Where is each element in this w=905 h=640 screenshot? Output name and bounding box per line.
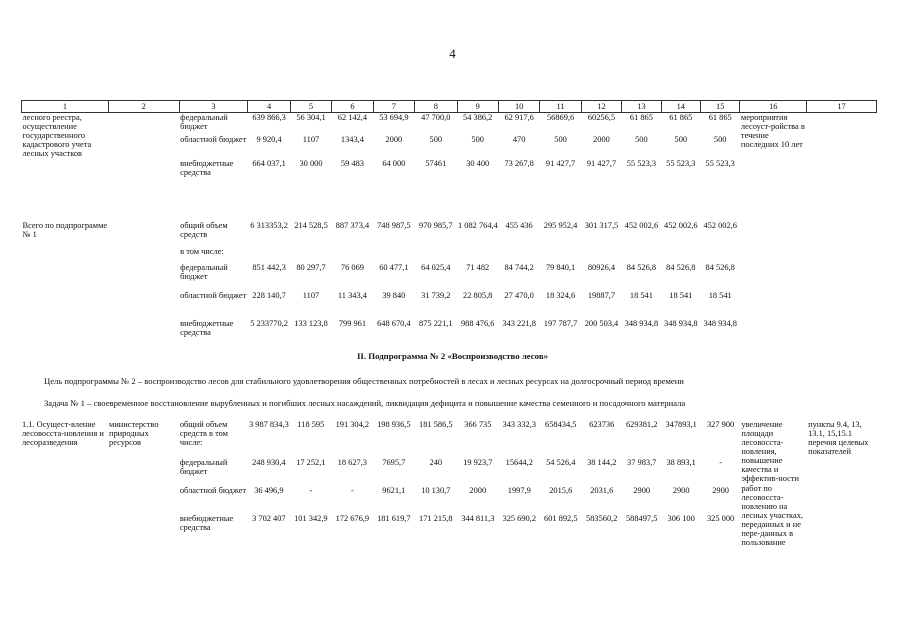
value-cell: 601 892,5 — [544, 514, 578, 523]
value-cell: 38 144,2 — [587, 458, 617, 467]
value-cell: 181 586,5 — [419, 420, 453, 429]
value-cell — [498, 247, 539, 263]
expected-result — [740, 221, 807, 343]
value-cell: 500 — [471, 134, 484, 144]
value-cell: 31 739,2 — [421, 290, 451, 300]
value-cell: 583560,2 — [586, 514, 618, 523]
value-cell: 54 526,4 — [546, 458, 576, 467]
value-cell: 2900 — [672, 486, 690, 495]
value-cell: 970 985,7 — [419, 220, 453, 230]
value-cell: 18 541 — [669, 290, 693, 300]
column-number-9: 9 — [457, 101, 498, 113]
value-cell: 452 002,6 — [624, 220, 659, 230]
value-cell: 60 477,1 — [379, 262, 409, 272]
value-cell: 61 865 — [669, 113, 693, 122]
column-number-7: 7 — [373, 101, 414, 113]
value-cell: 452 002,6 — [703, 220, 737, 230]
value-cell: 84 526,8 — [705, 262, 735, 272]
value-cell — [457, 247, 498, 263]
value-cell: 327 900 — [706, 420, 735, 429]
row-title: 1.1. Осущест-вление лесовосста-новления и лесоразведения — [22, 420, 104, 448]
value-cell: 62 917,6 — [504, 113, 534, 122]
value-cell — [661, 247, 700, 263]
column-number-4: 4 — [248, 101, 290, 113]
funding-source-label: общий объем средств в том числе: — [179, 420, 228, 448]
value-cell: 55 523,3 — [626, 158, 657, 168]
value-cell: 875 221,1 — [419, 318, 453, 328]
column-number-3: 3 — [179, 101, 248, 113]
value-cell: 306 100 — [667, 514, 695, 523]
value-cell: 988 476,6 — [460, 318, 495, 328]
funding-source-label: федеральный бюджет — [180, 262, 228, 281]
value-cell — [622, 247, 661, 263]
value-cell: 91 427,7 — [586, 158, 617, 168]
value-cell: 500 — [674, 134, 688, 144]
goal-text: Цель подпрограммы № 2 – воспроизводство лесов для стабильного удовлетворения общественных потребностей в лесах и лесных ресурсах на долгосрочный период времени — [44, 376, 684, 386]
value-cell: 9621,1 — [382, 486, 406, 495]
value-cell: 348 934,8 — [624, 318, 659, 328]
value-cell: 39 840 — [382, 290, 406, 300]
value-cell: 664 037,1 — [252, 158, 286, 168]
value-cell: 325 000 — [706, 514, 735, 523]
value-cell: 500 — [635, 134, 648, 144]
value-cell: - — [309, 486, 313, 495]
value-cell: 455 436 — [505, 220, 533, 230]
column-number-15: 15 — [701, 101, 740, 113]
value-cell: 198 936,5 — [377, 420, 411, 429]
value-cell: 56869,6 — [546, 113, 575, 122]
column-number-17: 17 — [807, 101, 877, 113]
value-cell: 79 840,1 — [545, 262, 576, 272]
value-cell: 36 496,9 — [254, 486, 284, 495]
value-cell — [290, 247, 331, 263]
value-cell — [701, 247, 740, 263]
value-cell — [540, 247, 581, 263]
value-cell: 30 000 — [299, 158, 323, 168]
value-cell: 84 526,8 — [666, 262, 696, 272]
value-cell: 71 482 — [466, 262, 490, 272]
value-cell: 22 805,8 — [463, 290, 493, 300]
value-cell: 343 332,3 — [502, 420, 537, 429]
funding-source-label: внебюджетные средства — [180, 318, 234, 337]
funding-source-label: федеральный бюджет — [179, 458, 228, 477]
value-cell: 2031,6 — [590, 486, 614, 495]
page-number: 4 — [449, 46, 456, 61]
value-cell: 59 483 — [340, 158, 364, 168]
value-cell: 1343,4 — [340, 134, 364, 144]
block-gap — [22, 187, 877, 221]
value-cell: 470 — [512, 134, 526, 144]
value-cell: 30 400 — [466, 158, 490, 168]
value-cell: 18 541 — [629, 290, 653, 300]
column-number-1: 1 — [22, 101, 109, 113]
value-cell: 348 934,8 — [664, 318, 698, 328]
value-cell: 301 317,5 — [584, 220, 619, 230]
value-cell: 38 893,1 — [666, 458, 696, 467]
value-cell: 27 470,0 — [504, 290, 534, 300]
value-cell: 15644,2 — [505, 458, 533, 467]
value-cell: 18 324,6 — [545, 290, 576, 300]
value-cell: 214 528,5 — [294, 220, 328, 230]
value-cell — [373, 247, 414, 263]
value-cell: 133 123,8 — [294, 318, 328, 328]
indicators-ref: пункты 9.4, 13, 13.1, 15,15.1 перечня целевых показателей — [808, 420, 869, 457]
column-number-2: 2 — [108, 101, 179, 113]
value-cell: 80926,4 — [587, 262, 616, 272]
value-cell: 2900 — [712, 486, 729, 495]
value-cell: 37 983,7 — [627, 458, 657, 467]
value-cell: 240 — [429, 458, 443, 467]
value-cell: 55 523,3 — [666, 158, 696, 168]
value-cell: 748 987,5 — [377, 220, 411, 230]
value-cell: 76 069 — [340, 262, 364, 272]
funding-source-label: общий объем средств — [180, 220, 228, 239]
value-cell: 629381,2 — [625, 420, 658, 429]
value-cell: 851 442,3 — [252, 262, 286, 272]
value-cell: 3 987 834,3 — [248, 420, 289, 429]
value-cell: 84 744,2 — [504, 262, 534, 272]
value-cell: 7695,7 — [382, 458, 406, 467]
column-number-16: 16 — [740, 101, 807, 113]
value-cell: 588497,5 — [625, 514, 658, 523]
value-cell: 73 267,8 — [504, 158, 534, 168]
value-cell: 1107 — [302, 290, 320, 300]
table-row — [21, 420, 877, 458]
indicators-ref — [807, 221, 877, 343]
value-cell: 55 523,3 — [705, 158, 735, 168]
value-cell: 3 702 407 — [252, 514, 286, 523]
executor: министерство природных ресурсов — [109, 420, 159, 448]
value-cell: 53 694,9 — [379, 113, 409, 122]
row-title: Всего по подпрограмме № 1 — [22, 220, 108, 239]
indicators-ref — [807, 113, 877, 187]
funding-source-label: областной бюджет — [180, 134, 247, 144]
value-cell: 2015,6 — [549, 486, 573, 495]
value-cell: 658434,5 — [545, 420, 577, 429]
value-cell: 5 233770,2 — [250, 318, 288, 328]
column-number-12: 12 — [581, 101, 621, 113]
value-cell: 172 676,9 — [335, 514, 370, 523]
value-cell: 2000 — [469, 486, 487, 495]
value-cell: 1997,9 — [507, 486, 531, 495]
value-cell: 295 952,4 — [543, 220, 578, 230]
value-cell: 19 923,7 — [463, 458, 493, 467]
value-cell: 19887,7 — [587, 290, 616, 300]
value-cell: 325 690,2 — [502, 514, 537, 523]
column-number-5: 5 — [290, 101, 331, 113]
value-cell: 57461 — [425, 158, 447, 168]
value-cell: 887 373,4 — [335, 220, 370, 230]
value-cell: 17 252,1 — [296, 458, 326, 467]
value-cell: 60256,5 — [587, 113, 616, 122]
value-cell: 799 961 — [338, 318, 367, 328]
value-cell: 228 140,7 — [252, 290, 286, 300]
value-cell: 61 865 — [629, 113, 653, 122]
value-cell: 91 427,7 — [545, 158, 576, 168]
column-number-13: 13 — [622, 101, 661, 113]
column-number-10: 10 — [498, 101, 539, 113]
value-cell: 452 002,6 — [664, 220, 698, 230]
value-cell: 2000 — [385, 134, 403, 144]
value-cell: 9 920,4 — [256, 134, 282, 144]
value-cell — [581, 247, 621, 263]
value-cell: 54 386,2 — [463, 113, 493, 122]
value-cell: 191 304,2 — [335, 420, 370, 429]
expected-result: мероприятия лесоуст-ройства в течение последних 10 лет — [740, 113, 805, 150]
value-cell: 18 627,3 — [337, 458, 367, 467]
value-cell: 18 541 — [708, 290, 732, 300]
funding-source-label: федеральный бюджет — [180, 113, 228, 132]
value-cell: 248 930,4 — [252, 458, 286, 467]
program-table — [21, 100, 877, 343]
column-number-6: 6 — [332, 101, 373, 113]
value-cell: 500 — [429, 134, 443, 144]
value-cell: 1 082 764,4 — [458, 220, 498, 230]
value-cell: 639 866,3 — [252, 113, 286, 122]
value-cell: 366 735 — [464, 420, 492, 429]
header-row — [22, 101, 877, 113]
value-cell: 348 934,8 — [703, 318, 737, 328]
value-cell: 347893,1 — [665, 420, 697, 429]
value-cell: 2900 — [633, 486, 651, 495]
value-cell: 181 619,7 — [377, 514, 411, 523]
value-cell: 500 — [554, 134, 567, 144]
value-cell — [415, 247, 457, 263]
value-cell: 61 865 — [708, 113, 732, 122]
task-text: Задача № 1 – своевременное восстановление вырубленных и погибших лесных насаждений, ликвидация дефицита и повышение качества семенного и посадочного материала — [44, 398, 686, 408]
value-cell: 56 304,1 — [296, 113, 326, 122]
value-cell: 197 787,7 — [543, 318, 578, 328]
column-number-11: 11 — [540, 101, 581, 113]
value-cell — [332, 247, 373, 263]
section-title: II. Подпрограмма № 2 «Воспроизводство лесов» — [357, 351, 548, 361]
value-cell: 84 526,8 — [626, 262, 657, 272]
value-cell: 11 343,4 — [337, 290, 367, 300]
funding-source-label: внебюджетные средства — [179, 514, 234, 533]
value-cell: 64 025,4 — [421, 262, 451, 272]
value-cell: 47 700,0 — [421, 113, 451, 122]
funding-source-label: областной бюджет — [180, 290, 247, 300]
value-cell — [248, 247, 290, 263]
value-cell: - — [719, 458, 722, 467]
column-number-8: 8 — [415, 101, 457, 113]
value-cell: 500 — [713, 134, 727, 144]
value-cell: 80 297,7 — [296, 262, 326, 272]
executor — [108, 113, 179, 187]
value-cell: 2000 — [593, 134, 610, 144]
value-cell: - — [350, 486, 354, 495]
value-cell: 623736 — [589, 420, 615, 429]
funding-source-label: в том числе: — [180, 246, 224, 256]
column-number-14: 14 — [661, 101, 700, 113]
value-cell: 101 342,9 — [294, 514, 328, 523]
executor — [108, 221, 179, 343]
value-cell: 6 313353,2 — [250, 220, 288, 230]
expected-result: увеличение площади лесовосста-новления, повышение качества и эффектив-ности работ по лесовосста-новлению на лесных участках, переданных и не пере-данных в пользование — [741, 420, 803, 548]
row-title: лесного реестра, осуществление государственного кадастрового учета лесных участков — [22, 113, 92, 159]
value-cell: 118 595 — [297, 420, 325, 429]
value-cell: 648 670,4 — [377, 318, 411, 328]
value-cell: 64 000 — [382, 158, 406, 168]
table-row — [22, 221, 877, 247]
value-cell: 200 503,4 — [584, 318, 619, 328]
value-cell: 171 215,8 — [419, 514, 453, 523]
value-cell: 343 221,8 — [502, 318, 536, 328]
funding-source-label: внебюджетные средства — [180, 158, 234, 177]
block-gap-cell — [22, 187, 877, 221]
subprogram-2-table — [21, 420, 877, 596]
funding-source-label: областной бюджет — [179, 486, 246, 495]
value-cell: 10 130,7 — [421, 486, 451, 495]
value-cell: 344 811,3 — [461, 514, 495, 523]
table-row — [22, 113, 877, 135]
value-cell: 62 142,4 — [337, 113, 368, 122]
value-cell: 1107 — [302, 134, 320, 144]
